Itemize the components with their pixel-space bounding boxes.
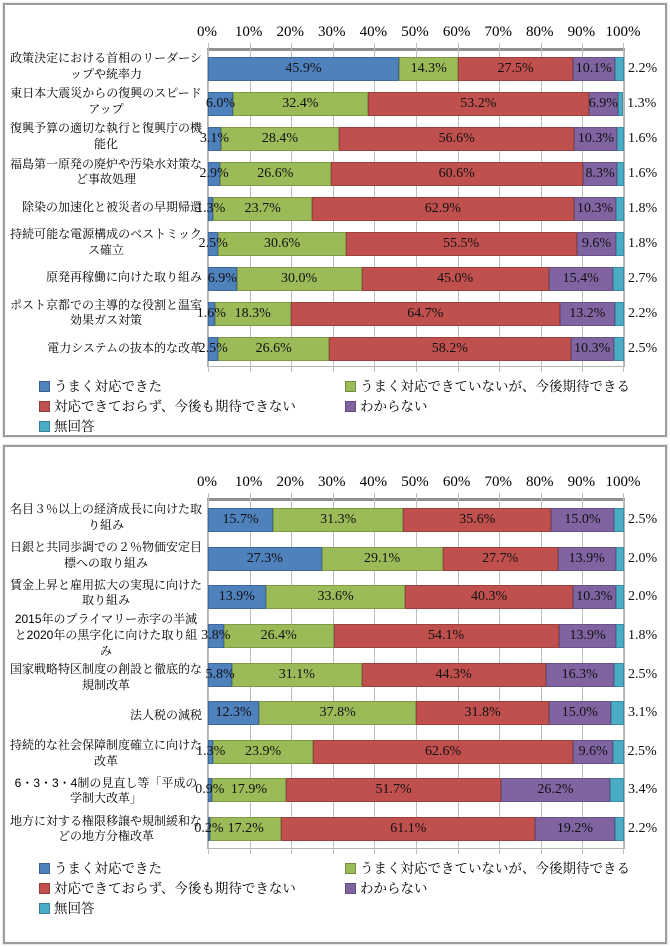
data-label: 2.0% (627, 550, 658, 566)
stacked-bar (196, 740, 657, 764)
legend-item (39, 377, 345, 396)
data-label: 1.6% (627, 165, 658, 181)
bar-segment-2 (346, 232, 577, 256)
data-label: 8.3% (585, 165, 615, 181)
data-label: 15.0% (561, 705, 598, 721)
chart-body (5, 48, 665, 367)
data-label: 13.9% (569, 627, 606, 643)
data-label: 6.0% (205, 95, 236, 111)
bar-segment-3 (558, 547, 616, 571)
data-label: 37.8% (319, 705, 356, 721)
axis-tick-label: 10% (234, 474, 263, 490)
legend-label: うまく対応できていないが、今後期待できる (360, 379, 630, 394)
bar-segment-4 (613, 740, 657, 764)
category-label (7, 190, 202, 225)
stacked-bar (208, 547, 658, 571)
axis-tick-label: 30% (318, 24, 346, 40)
bar-segment-1 (218, 232, 345, 256)
category-label-text: 持続可能な電源構成のベストミックス確立 (10, 227, 202, 257)
bar-segment-0 (208, 57, 399, 81)
data-label: 23.7% (244, 200, 281, 216)
data-label: 2.5% (627, 743, 657, 759)
axis-tick-label: 0% (197, 24, 217, 40)
data-label: 9.6% (581, 235, 612, 251)
axis-tick-label: 50% (401, 474, 429, 490)
legend-label: 対応できておらず、今後も期待できない (54, 399, 296, 414)
bar-segment-0 (208, 547, 322, 571)
data-label: 26.4% (260, 627, 297, 643)
legend (39, 377, 665, 436)
data-label: 1.6% (196, 305, 226, 321)
axis-tick-label: 80% (526, 24, 554, 40)
category-axis (5, 48, 207, 367)
bar-segment-4 (615, 302, 658, 326)
bar-segment-1 (399, 57, 458, 81)
axis-tick-label: 70% (484, 474, 512, 490)
category-label-text: 2015年のプライマリー赤字の半減と2020年の黒字化に向けた取り組み (14, 612, 198, 658)
bar-segment-0 (208, 701, 259, 725)
legend-marker (39, 381, 50, 392)
category-label (7, 155, 202, 190)
data-label: 2.5% (627, 512, 658, 528)
axis-tick-label: 20% (276, 24, 304, 40)
data-label: 1.8% (627, 200, 658, 216)
data-label: 31.8% (464, 705, 501, 721)
category-label (7, 499, 202, 537)
bar-segment-2 (458, 57, 572, 81)
data-label: 13.9% (218, 589, 255, 605)
category-label (7, 735, 202, 773)
bar-segment-1 (220, 162, 331, 186)
axis-tick-label: 90% (567, 24, 596, 40)
stacked-bar (196, 197, 658, 221)
bar-segment-0 (205, 92, 236, 116)
category-label (7, 119, 202, 154)
data-label: 2.5% (198, 235, 228, 251)
bar-segment-3 (574, 197, 617, 221)
bar-segment-1 (322, 547, 443, 571)
legend-marker (39, 401, 50, 412)
bar-segment-2 (339, 127, 574, 151)
data-label: 27.3% (246, 550, 283, 566)
data-label: 15.4% (562, 270, 599, 286)
data-label: 0.9% (195, 782, 225, 798)
bar-segment-3 (577, 232, 617, 256)
data-label: 18.3% (234, 305, 271, 321)
axis-tick-label: 70% (484, 24, 512, 40)
stacked-bar (208, 701, 658, 725)
data-label: 13.9% (568, 550, 605, 566)
data-label: 2.5% (198, 340, 228, 356)
bar-segment-1 (273, 508, 403, 532)
category-label-text: 電力システムの抜本的な改革 (47, 340, 202, 355)
category-label-text: 政策決定における首相のリーダーシップや統率力 (10, 51, 202, 81)
category-label-text: 福島第一原発の廃炉や汚染水対策など事故処理 (10, 156, 203, 187)
bar-segment-3 (573, 740, 613, 764)
data-label: 2.2% (627, 60, 658, 76)
bar-segment-4 (616, 547, 658, 571)
data-label: 17.2% (227, 820, 264, 836)
legend-label: うまく対応できた (54, 379, 162, 394)
bar-segment-1 (218, 337, 329, 361)
bar-segment-0 (199, 162, 229, 186)
legend-label: うまく対応できた (54, 861, 162, 876)
bar-segment-2 (312, 197, 574, 221)
data-label: 3.4% (628, 782, 658, 798)
bar-segment-4 (618, 92, 657, 116)
bar-segment-4 (616, 624, 658, 648)
plot-area (196, 48, 658, 367)
legend-item (39, 397, 345, 416)
data-label: 62.6% (424, 743, 462, 759)
data-label: 12.3% (215, 705, 252, 721)
legend-marker (345, 863, 356, 874)
data-label: 27.7% (482, 550, 519, 566)
bar-segment-4 (616, 585, 658, 609)
data-label: 40.3% (471, 589, 508, 605)
legend-marker (345, 381, 356, 392)
bar-segment-1 (221, 127, 339, 151)
category-label-text: 日銀と共同歩調での２％物価安定目標への取り組み (10, 540, 203, 570)
plot-area (194, 498, 658, 849)
bar-segment-1 (213, 197, 312, 221)
data-label: 55.5% (443, 235, 480, 251)
stacked-bar (207, 267, 658, 291)
data-label: 0.2% (194, 820, 224, 836)
data-label: 2.5% (627, 666, 658, 682)
data-label: 44.3% (435, 666, 472, 682)
bar-segment-3 (501, 778, 610, 802)
data-label: 5.8% (205, 666, 235, 682)
data-label: 15.0% (564, 512, 601, 528)
legend (39, 859, 665, 918)
data-label: 16.3% (561, 666, 598, 682)
legend-marker (39, 863, 50, 874)
category-label-text: 賃金上昇と雇用拡大の実現に向けた取り組み (10, 577, 203, 608)
axis-tick-label: 50% (401, 24, 429, 40)
legend-item (39, 899, 345, 918)
data-label: 29.1% (363, 550, 401, 566)
bar-segment-3 (546, 663, 614, 687)
chart-panel-economic-policy (3, 445, 667, 944)
data-label: 6.9% (207, 270, 237, 286)
legend-item (345, 377, 665, 396)
category-label-text: ポスト京都での主導的な役割と温室効果ガス対策 (10, 297, 203, 328)
bar-segment-2 (329, 337, 571, 361)
bar-segment-4 (614, 508, 658, 532)
stacked-bar (199, 127, 658, 151)
data-label: 15.7% (222, 512, 259, 528)
stacked-bar (194, 817, 658, 841)
data-label: 6.9% (588, 95, 618, 111)
axis-tick-label: 20% (276, 474, 304, 490)
bar-segment-1 (266, 585, 406, 609)
bar-segment-1 (224, 624, 334, 648)
data-label: 35.6% (459, 512, 496, 528)
bar-segment-4 (617, 127, 658, 151)
bar-segment-3 (549, 267, 613, 291)
category-label-text: 持続的な社会保障制度確立に向けた改革 (10, 737, 203, 768)
data-label: 27.5% (497, 60, 534, 76)
category-label-text: 地方に対する権限移譲や規制緩和などの地方分権改革 (10, 813, 203, 844)
bar-segment-1 (237, 267, 362, 291)
bar-segment-2 (313, 740, 573, 764)
bar-segment-4 (615, 817, 658, 841)
data-label: 9.6% (578, 743, 608, 759)
bar-segment-3 (535, 817, 615, 841)
bar-segment-2 (362, 663, 546, 687)
data-label: 51.7% (375, 782, 412, 798)
legend-marker (345, 401, 356, 412)
bar-segment-0 (198, 337, 228, 361)
data-label: 3.1% (199, 130, 230, 146)
axis-tick-label: 80% (526, 474, 554, 490)
bar-segment-2 (403, 508, 551, 532)
bar-segment-2 (405, 585, 572, 609)
legend-item (39, 859, 345, 878)
data-label: 30.6% (263, 235, 301, 251)
stacked-bar (195, 778, 658, 802)
stacked-bar (199, 162, 658, 186)
bar-segment-4 (614, 663, 658, 687)
data-label: 10.3% (574, 340, 611, 356)
bar-segment-2 (443, 547, 558, 571)
axis-tick-label: 40% (359, 24, 388, 40)
category-label (7, 697, 202, 735)
bar-segment-2 (331, 162, 583, 186)
data-label: 64.7% (407, 305, 444, 321)
bar-segment-4 (616, 232, 658, 256)
data-label: 26.2% (537, 782, 574, 798)
legend-label: わからない (360, 881, 428, 896)
legend-item (39, 879, 345, 898)
data-label: 2.2% (627, 820, 658, 836)
bar-segment-0 (205, 663, 235, 687)
data-label: 10.3% (577, 130, 614, 146)
bar-segment-3 (574, 127, 617, 151)
legend-item (345, 879, 665, 898)
category-label (7, 612, 202, 659)
bar-segment-0 (199, 127, 230, 151)
data-label: 10.1% (575, 60, 612, 76)
stacked-bar (198, 337, 658, 361)
data-label: 1.8% (627, 235, 658, 251)
data-label: 14.3% (410, 60, 447, 76)
data-label: 1.6% (627, 130, 658, 146)
bar-segment-0 (201, 624, 231, 648)
bar-segment-3 (549, 701, 611, 725)
category-label-text: 復興予算の適切な執行と復興庁の機能化 (10, 121, 203, 152)
bar-segment-1 (213, 740, 312, 764)
data-label: 45.9% (285, 60, 322, 76)
legend-label: 無回答 (54, 419, 95, 434)
stacked-bar (208, 57, 658, 81)
bar-segment-4 (611, 701, 658, 725)
x-axis (197, 19, 641, 41)
stacked-bar (205, 663, 658, 687)
data-label: 45.0% (437, 270, 474, 286)
data-label: 2.2% (627, 305, 658, 321)
category-label-text: 原発再稼働に向けた取り組み (45, 270, 202, 285)
axis-tick-label: 30% (318, 474, 346, 490)
bar-segment-3 (573, 585, 616, 609)
data-label: 19.2% (556, 820, 594, 836)
data-label: 1.3% (627, 95, 657, 111)
axis-tick-label: 90% (567, 474, 596, 490)
category-label (7, 260, 202, 295)
data-label: 28.4% (261, 130, 299, 146)
legend-label: 無回答 (54, 901, 95, 916)
legend-item (345, 397, 665, 416)
stacked-bar (208, 585, 658, 609)
stacked-bar (196, 302, 658, 326)
category-label (7, 296, 202, 331)
bar-segment-4 (616, 197, 658, 221)
data-label: 31.3% (320, 512, 357, 528)
chart-panel-cabinet-policy (3, 3, 667, 437)
stacked-bar (198, 232, 658, 256)
data-label: 56.6% (438, 130, 475, 146)
data-label: 30.0% (281, 270, 318, 286)
category-label (7, 575, 202, 613)
bar-segment-0 (196, 302, 226, 326)
category-label-text: 東日本大震災からの復興のスピードアップ (10, 86, 202, 116)
bar-segment-4 (614, 337, 658, 361)
category-label-text: 名目３％以上の経済成長に向けた取り組み (10, 502, 203, 532)
data-label: 32.4% (282, 95, 319, 111)
data-label: 1.3% (196, 743, 226, 759)
data-label: 17.9% (230, 782, 268, 798)
bar-segment-0 (208, 585, 266, 609)
data-label: 54.1% (428, 627, 465, 643)
legend-label: わからない (360, 399, 428, 414)
axis-tick-label: 100% (605, 474, 641, 490)
bar-segment-4 (615, 57, 658, 81)
legend-label: 対応できておらず、今後も期待できない (54, 881, 296, 896)
x-axis (197, 469, 641, 491)
stacked-bar (205, 92, 657, 116)
category-label (7, 84, 202, 119)
bar-segment-2 (362, 267, 549, 291)
bar-segment-2 (416, 701, 548, 725)
bar-segment-4 (617, 162, 658, 186)
category-label (7, 772, 202, 810)
data-label: 26.6% (255, 340, 292, 356)
bar-segment-3 (560, 302, 615, 326)
legend-marker (39, 903, 50, 914)
stacked-bar (208, 508, 658, 532)
axis-tick-label: 60% (442, 24, 471, 40)
legend-marker (345, 883, 356, 894)
bar-segment-1 (215, 302, 291, 326)
bar-segment-2 (281, 817, 535, 841)
data-label: 3.8% (201, 627, 231, 643)
bar-segment-3 (589, 92, 618, 116)
category-axis (5, 498, 207, 849)
bar-segment-3 (551, 508, 613, 532)
category-label (7, 49, 202, 84)
data-label: 1.3% (196, 200, 226, 216)
bar-segment-3 (573, 57, 615, 81)
data-label: 3.1% (627, 705, 658, 721)
category-label-text: 除染の加速化と被災者の早期帰還 (21, 199, 202, 214)
data-label: 2.9% (199, 165, 229, 181)
category-label-text: 法人税の減税 (129, 708, 202, 722)
data-label: 31.1% (278, 666, 315, 682)
bar-segment-3 (559, 624, 617, 648)
axis-tick-label: 10% (234, 24, 263, 40)
bar-segment-4 (613, 267, 658, 291)
bar-segment-2 (286, 778, 501, 802)
data-label: 62.9% (424, 200, 461, 216)
axis-tick-label: 0% (197, 474, 217, 490)
data-label: 33.6% (317, 589, 354, 605)
data-label: 2.0% (628, 589, 658, 605)
legend-marker (39, 883, 50, 894)
bar-segment-0 (208, 267, 237, 291)
bar-segment-1 (233, 92, 368, 116)
axis-tick-label: 60% (442, 474, 471, 490)
stacked-bar (201, 624, 658, 648)
category-label-text: 6・3・3・4制の見直し等「平成の学制大改革」 (14, 775, 198, 806)
axis-tick-label: 100% (605, 24, 641, 40)
legend-label: うまく対応できていないが、今後期待できる (360, 861, 630, 876)
data-label: 1.8% (627, 627, 658, 643)
bar-segment-2 (368, 92, 589, 116)
axis-tick-label: 40% (359, 474, 388, 490)
data-label: 61.1% (390, 820, 427, 836)
data-label: 53.2% (460, 95, 497, 111)
bar-segment-3 (571, 337, 614, 361)
category-label (7, 331, 202, 366)
data-label: 2.7% (627, 270, 658, 286)
legend-item (345, 859, 665, 878)
category-label (7, 225, 202, 260)
data-label: 60.6% (438, 165, 475, 181)
data-label: 26.6% (257, 165, 294, 181)
bar-segment-2 (291, 302, 560, 326)
data-label: 13.2% (569, 305, 606, 321)
legend-marker (39, 421, 50, 432)
data-label: 58.2% (431, 340, 468, 356)
category-label (7, 810, 202, 848)
bar-segment-0 (198, 232, 228, 256)
bar-segment-4 (610, 778, 658, 802)
data-label: 2.5% (628, 340, 658, 356)
bar-segment-2 (334, 624, 559, 648)
bar-segment-1 (259, 701, 416, 725)
bar-segment-3 (583, 162, 618, 186)
bar-segment-1 (232, 663, 361, 687)
data-label: 10.3% (576, 200, 614, 216)
data-label: 23.9% (245, 743, 282, 759)
chart-body (5, 498, 665, 849)
bar-segment-0 (208, 508, 273, 532)
category-label (7, 659, 202, 697)
category-label (7, 537, 202, 575)
legend-item (39, 417, 345, 436)
data-label: 10.3% (576, 589, 613, 605)
category-label-text: 国家戦略特区制度の創設と徹底的な規制改革 (10, 662, 203, 693)
